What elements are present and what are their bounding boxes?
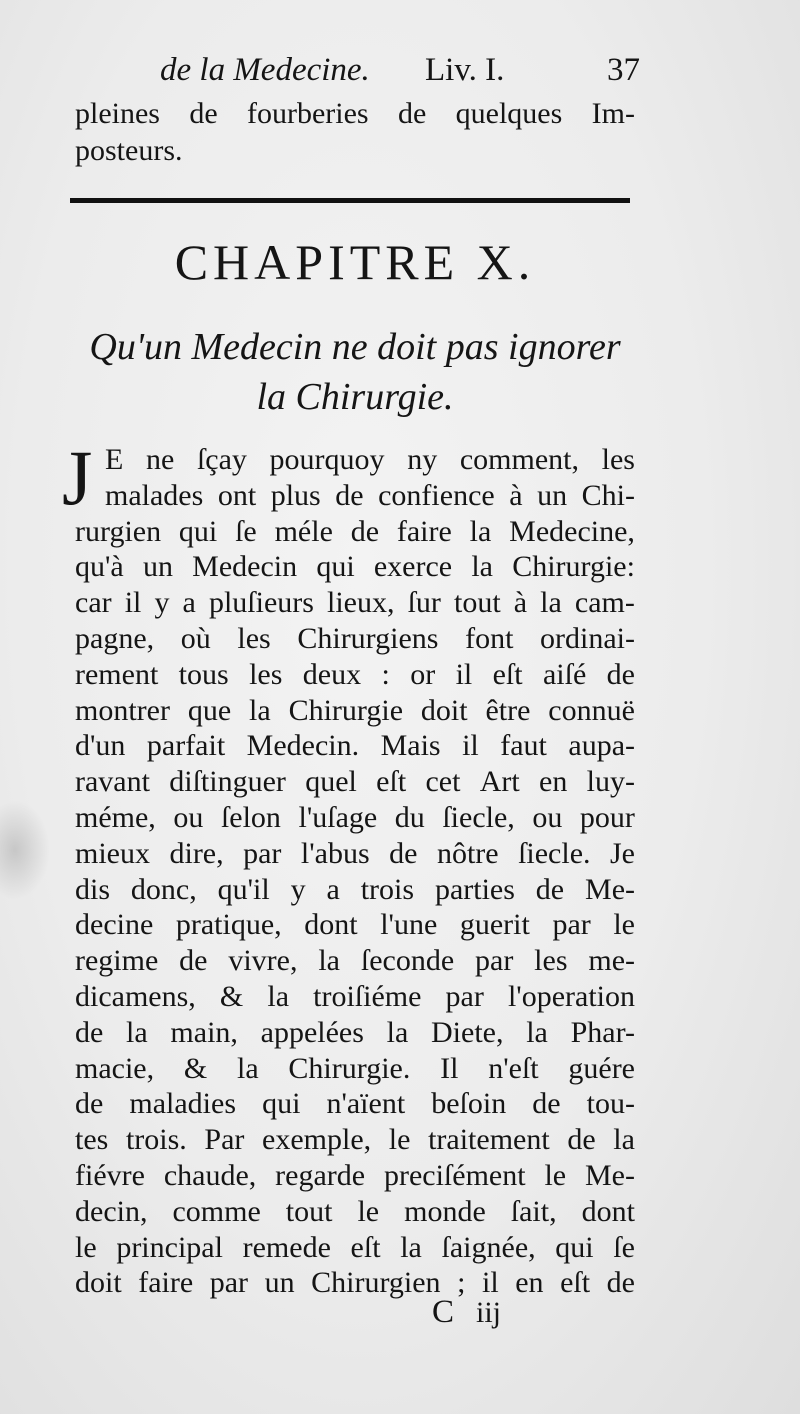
word: a [326,872,340,906]
word: Il [440,1051,459,1085]
word: la [400,1230,422,1264]
word: doit [75,1266,122,1300]
word: Art [479,765,520,799]
text-line [75,836,635,872]
word: main, [170,1015,238,1049]
word: de [179,944,208,978]
word: pagne, [75,622,155,655]
text-line [75,514,635,550]
word: par [243,836,282,870]
word: pluſieurs [208,586,314,620]
word: posteurs. [75,134,183,167]
word: à [509,478,523,512]
word: y [290,872,306,906]
word: regarde [275,1159,366,1192]
word: la [237,1051,259,1085]
word: par [209,1266,249,1300]
word: Par [204,1123,245,1157]
text-line [75,133,635,169]
word: qui [178,514,218,548]
word: a [182,586,196,620]
word: n'eſt [488,1051,539,1085]
word: diſtinguer [169,765,286,799]
word: Im- [591,97,635,130]
word: qui [555,1230,594,1264]
word: dis [75,872,111,906]
word: la [267,980,290,1013]
word: la [526,1015,548,1049]
word: deux [302,657,362,691]
word: où [180,622,211,655]
paper-stain [0,800,50,900]
word: & [219,980,244,1013]
word: E [105,443,124,476]
word: dicamens, [75,980,196,1013]
text-line [75,693,635,729]
word: troiſiéme [313,980,422,1013]
text-line [75,1265,635,1301]
word: ne [145,443,175,476]
text-line [75,1230,635,1266]
word: l'uſage [298,801,378,834]
word: de [75,1015,104,1049]
word: : [381,657,390,691]
word: quelques [455,97,563,130]
text-line [75,96,635,132]
word: comment, [459,443,579,476]
word: ſelon [220,801,281,834]
word: beſoin [431,1087,507,1121]
word: dont [581,1194,635,1228]
word: confience [378,478,495,512]
word: ravant [75,765,150,799]
text-line [105,478,635,514]
word: la [613,1123,635,1157]
text-line [75,1086,635,1122]
word: l'operation [507,980,635,1013]
chapter-title: CHAPITRE X. [174,234,536,290]
word: ou [173,801,204,834]
running-header [160,48,640,92]
word: vivre, [228,944,298,978]
word: exerce [373,550,453,584]
word: eſt [492,657,523,691]
subtitle-line: la Chirurgie. [256,376,454,418]
word: un [537,478,568,512]
word: Chirurgien [311,1266,441,1300]
word: il [462,729,479,763]
word: rurgien [75,514,162,548]
word: pleines [75,97,160,130]
word: traitement [428,1123,550,1157]
word: les [601,443,635,476]
word: tout [454,586,501,620]
word: & [183,1051,208,1085]
word: luy- [586,765,635,799]
text-line [75,943,635,979]
word: Chirurgie: [512,550,635,584]
word: de [189,97,218,130]
word: la [540,586,562,620]
word: y [154,586,170,620]
word: un [142,550,173,584]
word: eſt [376,765,407,799]
word: principal [116,1230,223,1264]
word: un [264,1266,295,1300]
word: de [606,657,635,691]
text-line [75,585,635,621]
word: quel [305,765,357,799]
word: regime [75,944,159,978]
word: ſçay [196,443,247,476]
word: ſiecle, [442,801,515,834]
word: ſiecle. [518,836,591,870]
word: Medecine, [509,514,635,548]
text-line [105,442,635,478]
word: me- [588,944,635,978]
word: ; [457,1266,466,1300]
running-title: de la Medecine. [160,52,370,88]
text-line [75,872,635,908]
text-line [75,1051,635,1087]
word: lieux, [327,586,395,620]
word: tous [178,657,229,691]
word: les [534,944,568,978]
text-line [75,907,635,943]
word: Diete, [431,1015,504,1049]
word: qui [262,1087,301,1121]
word: montrer [75,693,170,727]
word: car [75,586,112,620]
word: il [455,657,473,691]
word: la [386,1015,409,1049]
word: Me- [585,872,635,906]
word: plus [270,478,321,512]
word: le [357,1194,380,1228]
word: cam- [574,586,635,620]
word: chaude, [163,1159,257,1192]
word: Mais [380,729,441,763]
word: qu'il [217,872,270,906]
word: ſeconde [360,944,455,978]
word: Je [610,836,635,870]
word: parfait [146,729,226,763]
page-number: 37 [607,52,640,88]
signature-letter: C [432,1294,455,1330]
text-line [75,621,635,657]
word: l'une [380,908,438,942]
word: eſt [350,1230,381,1264]
word: trois [360,872,415,906]
word: trois. [125,1123,187,1157]
word: ſur [407,586,441,620]
word: Me- [584,1159,635,1192]
word: dont [304,908,358,942]
word: par [445,980,484,1013]
drop-cap: J [62,434,93,521]
word: que [187,693,232,727]
word: de [350,514,380,548]
word: les [237,622,271,655]
word: pourquoy [269,443,385,476]
word: guerit [459,908,530,942]
word: Phar- [570,1015,635,1049]
word: méle [274,514,333,548]
word: faire [138,1266,194,1300]
word: dire, [169,836,224,870]
word: en [515,1266,544,1300]
word: le [544,1159,567,1192]
word: font [465,622,514,655]
word: ſe [235,514,257,548]
word: Medecin [192,550,298,584]
word: la [249,693,271,727]
word: n'aïent [326,1087,406,1121]
word: fiévre [75,1159,145,1192]
word: faut [500,729,547,763]
word: Chi- [581,478,635,512]
signature-number: iij [476,1296,502,1329]
word: pratique, [175,908,282,942]
text-line [75,549,635,585]
text-line [75,728,635,764]
word: tes [75,1123,109,1157]
word: être [485,693,531,727]
word: le [388,1123,411,1157]
word: parties [434,872,515,906]
text-line [75,800,635,836]
word: qui [316,550,355,584]
word: maladies [129,1087,237,1121]
word: Chirurgie [288,693,404,727]
word: de [335,478,364,512]
word: ny [407,443,438,476]
word: eſt [560,1266,591,1300]
word: nôtre [436,836,499,870]
word: ſait, [510,1194,557,1228]
text-line [75,1015,635,1051]
word: comme [172,1194,261,1228]
word: de [606,1266,635,1300]
word: la [318,944,340,978]
word: à [513,586,528,620]
word: méme, [75,801,156,834]
text-line [75,1194,635,1230]
word: appelées [260,1015,364,1049]
word: donc, [130,872,197,906]
text-line [75,1122,635,1158]
word: cet [425,765,461,799]
word: de [535,872,565,906]
word: tou- [586,1087,635,1121]
word: ou [532,801,563,834]
word: aiſé [542,657,587,691]
word: qu'à [75,550,124,584]
word: le [613,908,635,942]
word: preciſément [383,1159,526,1192]
word: guére [568,1051,635,1085]
word: la [471,550,493,584]
word: doit [420,693,468,727]
word: monde [404,1194,486,1228]
word: l'abus [300,836,370,870]
word: fourberies [247,97,369,130]
text-line [75,979,635,1015]
word: ſaignée, [441,1230,536,1264]
word: de [397,97,427,130]
word: par [475,944,514,978]
word: malades [105,478,204,512]
word: la [126,1015,148,1049]
section-rule [70,198,630,203]
word: decin, [75,1194,148,1228]
word: du [394,801,425,834]
book-number: Liv. I. [425,52,505,88]
word: les [249,657,283,691]
word: tout [285,1194,333,1228]
signature-mark [432,1292,542,1332]
word: de [532,1087,561,1121]
word: connuë [548,693,635,727]
word: par [552,908,591,942]
word: ont [217,478,257,512]
word: ordinai- [540,622,635,655]
word: remede [242,1230,331,1264]
text-line [75,657,635,693]
word: mieux [75,836,150,870]
word: pour [579,801,635,834]
subtitle-line: Qu'un Medecin ne doit pas ignorer [89,326,621,368]
word: le [75,1230,97,1264]
word: faire [396,514,452,548]
word: d'un [75,729,126,763]
word: Chirurgie. [288,1051,411,1085]
text-line [75,1158,635,1194]
word: de [389,836,418,870]
word: exemple, [262,1123,372,1157]
word: de [75,1087,104,1121]
word: Medecin. [246,729,360,763]
word: en [539,765,568,799]
word: il [124,586,142,620]
word: rement [75,657,159,691]
word: Chirurgiens [297,622,439,655]
word: il [482,1266,499,1300]
text-line [75,764,635,800]
word: la [469,514,492,548]
word: de [567,1123,596,1157]
word: decine [75,908,154,942]
word: ſe [613,1230,635,1264]
word: or [410,657,436,691]
word: aupa- [568,729,635,763]
word: macie, [75,1051,155,1085]
